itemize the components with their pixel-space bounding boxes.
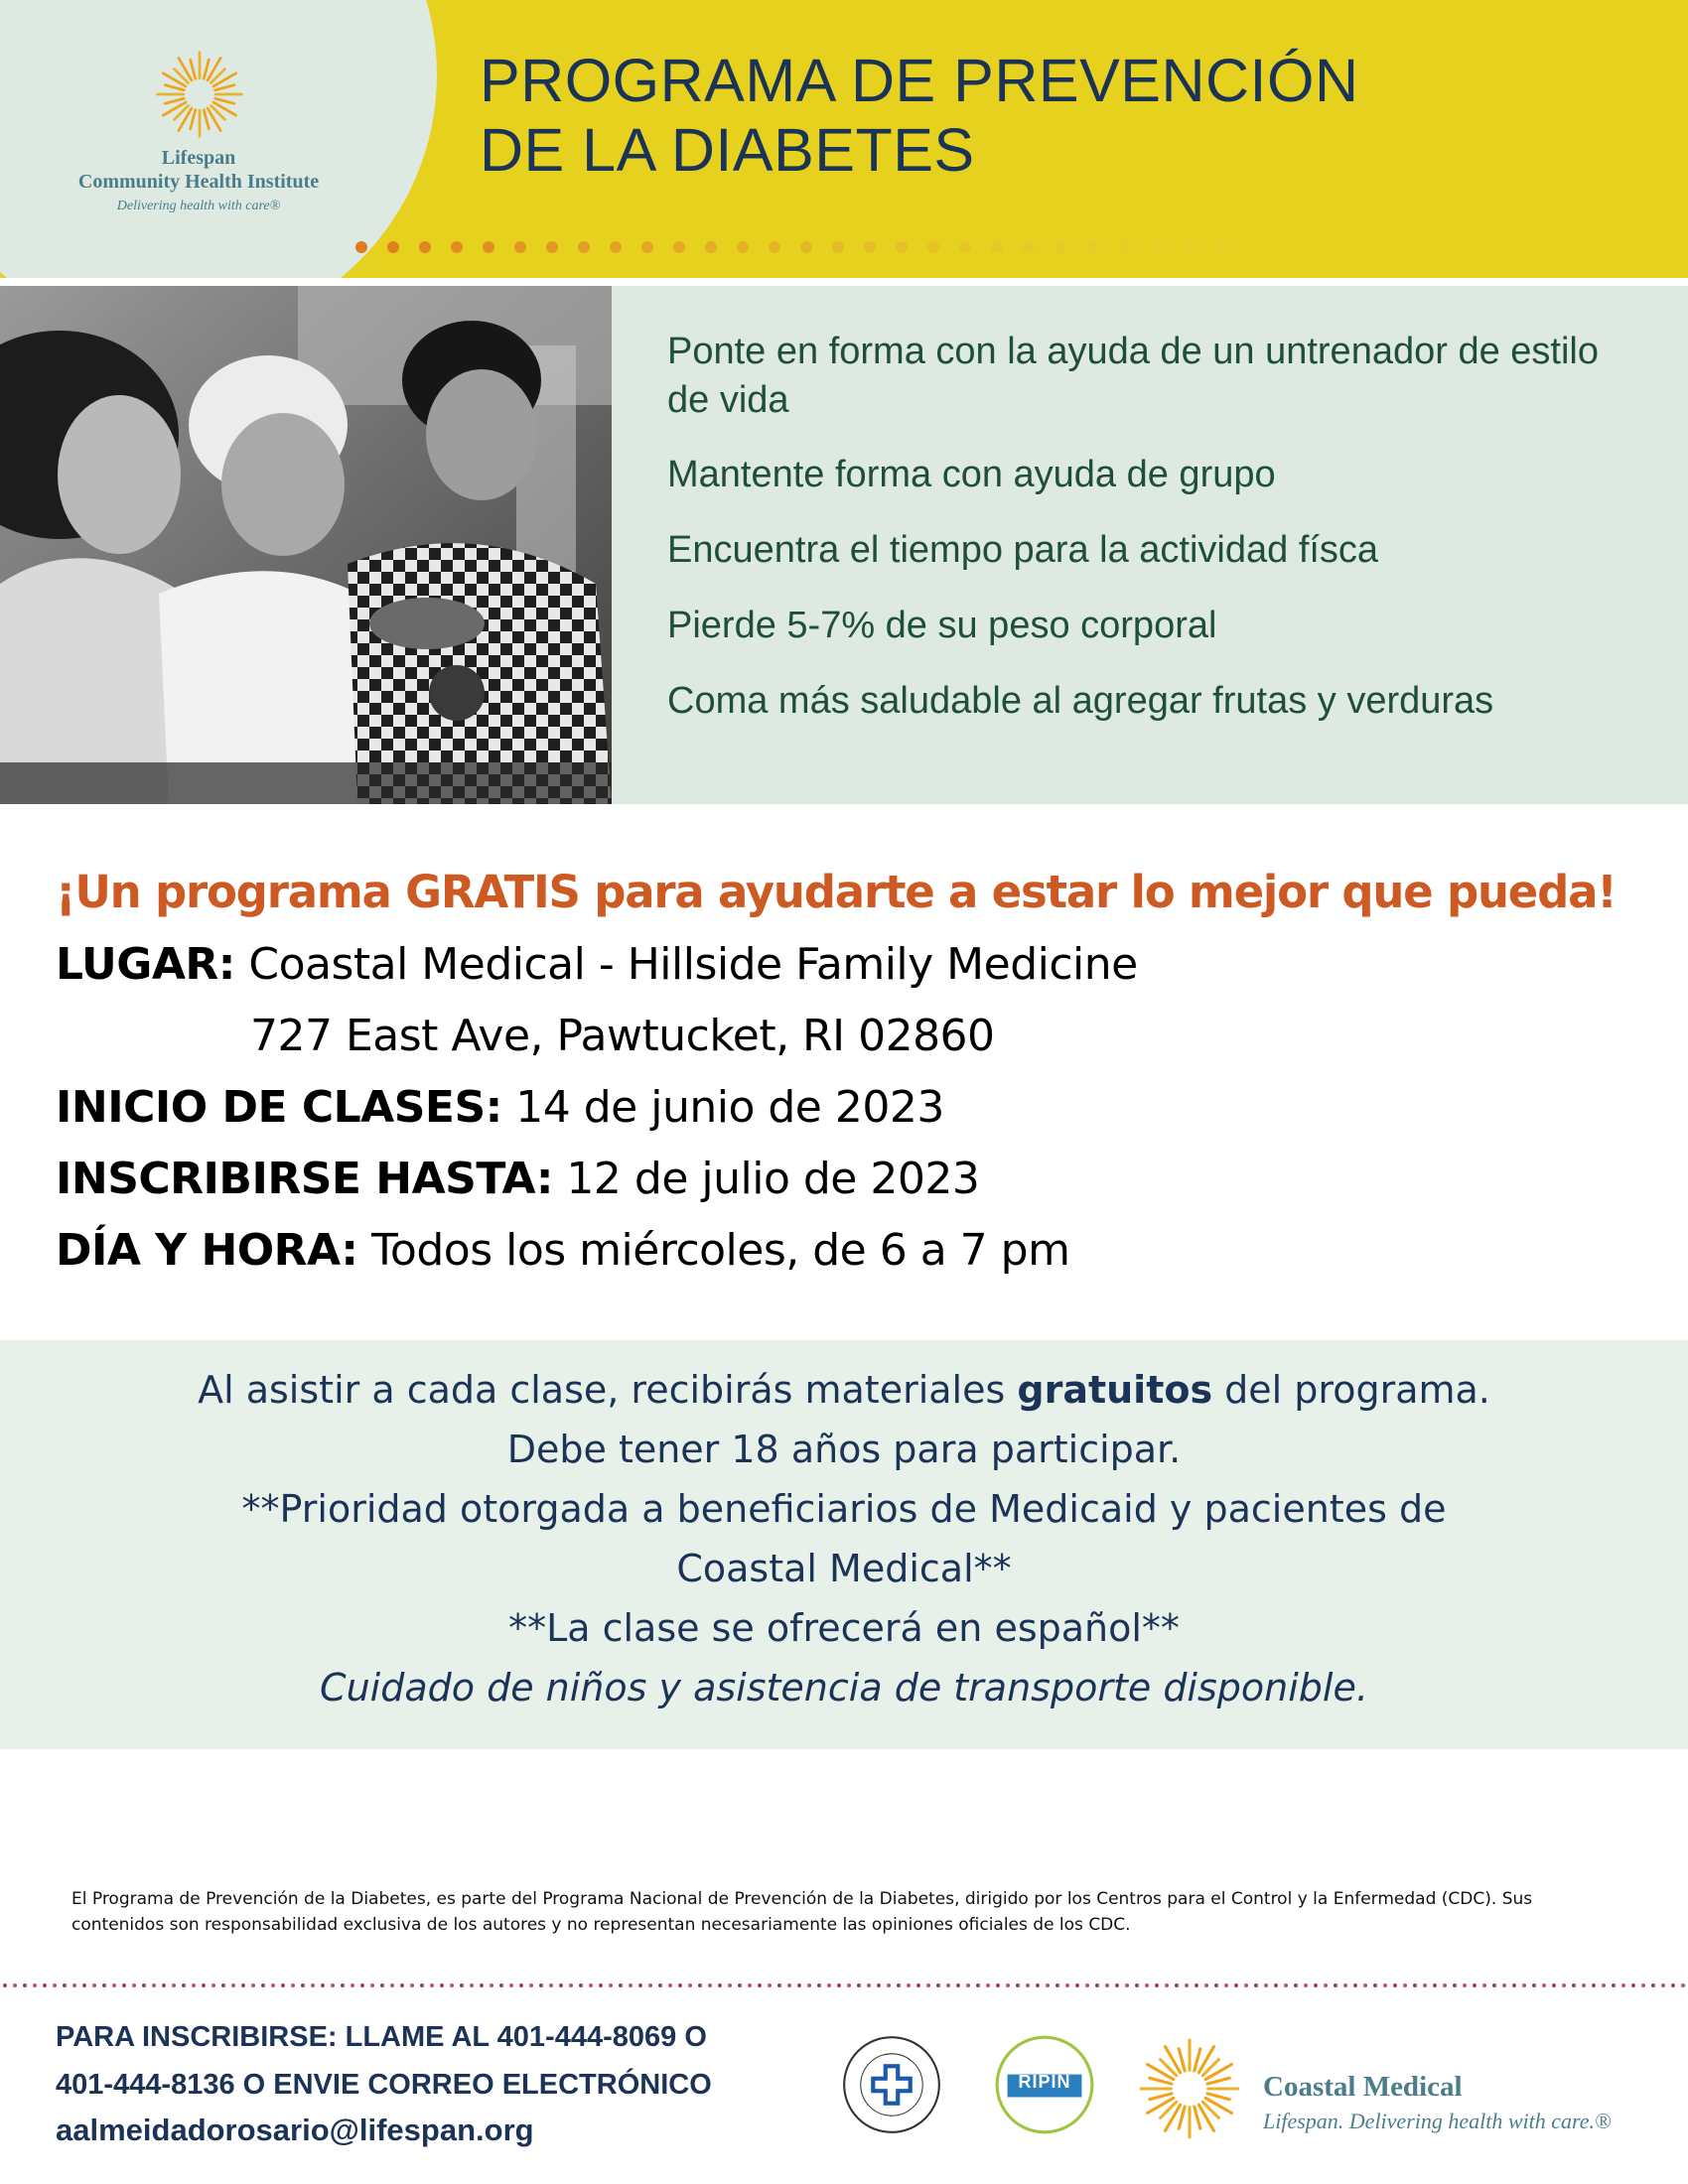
divider-dot — [1284, 1983, 1288, 1987]
contact-email-link[interactable]: aalmeidadorosario@lifespan.org — [56, 2113, 534, 2147]
divider-dot — [1661, 1983, 1665, 1987]
divider-dot — [658, 1983, 662, 1987]
divider-dot — [579, 1983, 583, 1987]
detail-address: 727 East Ave, Pawtucket, RI 02860 — [250, 1011, 995, 1061]
divider-dot — [897, 1983, 901, 1987]
divider-dot — [1373, 1983, 1377, 1987]
benefit-item: Mantente forma con ayuda de grupo — [667, 454, 1276, 495]
divider-dot — [82, 1983, 86, 1987]
decorative-dot — [991, 241, 1003, 253]
divider-dot — [768, 1983, 772, 1987]
divider-dot — [92, 1983, 96, 1987]
sun-ray — [1207, 2094, 1229, 2100]
divider-dot — [172, 1983, 176, 1987]
divider-dot — [1075, 1983, 1079, 1987]
divider-dot — [976, 1983, 980, 1987]
time-label: DÍA Y HORA: — [56, 1225, 358, 1276]
start-label: INICIO DE CLASES: — [56, 1082, 502, 1133]
ri-department-of-health-seal-icon — [840, 2033, 943, 2136]
divider-dot — [53, 1983, 57, 1987]
decorative-dot — [673, 241, 685, 253]
divider-dot — [301, 1983, 305, 1987]
benefit-item: Coma más saludable al agregar frutas y verduras — [667, 680, 1494, 722]
divider-dot — [738, 1983, 742, 1987]
divider-dot — [1453, 1983, 1457, 1987]
divider-dot — [1185, 1983, 1189, 1987]
divider-dot — [13, 1983, 17, 1987]
divider-dot — [231, 1983, 235, 1987]
disclaimer: El Programa de Prevención de la Diabetes, es parte del Programa Nacional de Prevención de la Diabetes, dirigido por los Centros para el Control y la Enfermedad (CDC). Sus contenidos son responsabilidad exclusiva de los autores y no representan necesariamente las opiniones oficiales de los CDC. — [71, 1889, 1533, 1935]
divider-dot — [72, 1983, 76, 1987]
title-line2: DE LA DIABETES — [480, 116, 975, 184]
divider-dot — [321, 1983, 325, 1987]
decorative-dot — [514, 241, 526, 253]
photo-women-cooking — [0, 286, 612, 804]
divider-dot — [629, 1983, 633, 1987]
sun-ray — [1207, 2078, 1229, 2084]
sun-ray — [1179, 2049, 1185, 2071]
divider-dot — [748, 1983, 752, 1987]
divider-dot — [182, 1983, 186, 1987]
sun-ray — [215, 98, 234, 103]
divider-dot — [1055, 1983, 1059, 1987]
divider-dot — [946, 1983, 950, 1987]
divider-dot — [490, 1983, 493, 1987]
divider-dot — [907, 1983, 911, 1987]
sun-ray — [1150, 2078, 1172, 2084]
divider-dot — [351, 1983, 354, 1987]
divider-dot — [1353, 1983, 1357, 1987]
divider-dot — [420, 1983, 424, 1987]
divider-dot — [857, 1983, 861, 1987]
divider-dot — [728, 1983, 732, 1987]
decorative-dot — [451, 241, 463, 253]
divider-dot — [1582, 1983, 1586, 1987]
decorative-dot — [1023, 241, 1035, 253]
divider-dot — [430, 1983, 434, 1987]
divider-dot — [807, 1983, 811, 1987]
divider-dot — [529, 1983, 533, 1987]
sun-ray — [191, 110, 196, 129]
divider-dot — [1443, 1983, 1447, 1987]
divider-dot — [192, 1983, 196, 1987]
decorative-dot — [355, 241, 367, 253]
divider-dot — [460, 1983, 464, 1987]
divider-dot — [33, 1983, 37, 1987]
divider-dot — [142, 1983, 146, 1987]
divider-dot — [43, 1983, 47, 1987]
divider-dot — [569, 1983, 573, 1987]
divider-dot — [589, 1983, 593, 1987]
divider-dot — [499, 1983, 503, 1987]
benefits-panel — [612, 286, 1688, 804]
divider-dot — [698, 1983, 702, 1987]
divider-dot — [1512, 1983, 1516, 1987]
divider-dot — [261, 1983, 265, 1987]
divider-dot — [1542, 1983, 1546, 1987]
divider-dot — [986, 1983, 990, 1987]
decorative-dot — [959, 241, 971, 253]
divider-dot — [1671, 1983, 1675, 1987]
title-line1: PROGRAMA DE PREVENCIÓN — [480, 47, 1359, 114]
divider-dot — [480, 1983, 484, 1987]
decorative-dot — [483, 241, 494, 253]
divider-dot — [251, 1983, 255, 1987]
divider-dot — [996, 1983, 1000, 1987]
divider-dot — [1602, 1983, 1606, 1987]
info-line-priority-cont: Coastal Medical** — [676, 1547, 1012, 1590]
divider-dot — [152, 1983, 156, 1987]
divider-dot — [1145, 1983, 1149, 1987]
divider-dot — [777, 1983, 781, 1987]
benefit-item: Encuentra el tiempo para la actividad físca — [667, 529, 1379, 571]
divider-dot — [241, 1983, 245, 1987]
divider-dot — [1006, 1983, 1010, 1987]
divider-dot — [1065, 1983, 1069, 1987]
decorative-dot — [896, 241, 908, 253]
divider-dot — [1135, 1983, 1139, 1987]
decorative-dot — [387, 241, 399, 253]
sun-ray — [191, 60, 196, 78]
divider-dot — [708, 1983, 712, 1987]
divider-dot — [1393, 1983, 1397, 1987]
divider-dot — [847, 1983, 851, 1987]
sun-ray — [215, 85, 234, 90]
detail-time — [56, 1225, 1069, 1276]
place-label: LUGAR: — [56, 939, 235, 990]
divider-dot — [162, 1983, 166, 1987]
info-line-age: Debe tener 18 años para participar. — [506, 1428, 1182, 1471]
divider-dot — [1085, 1983, 1089, 1987]
promo-headline: ¡Un programa GRATIS para ayudarte a estar lo mejor que pueda! — [56, 866, 1617, 918]
page-title — [480, 46, 1359, 185]
coastal-medical-name: Coastal Medical — [1263, 2071, 1463, 2103]
divider-dot — [1244, 1983, 1248, 1987]
divider-dot — [1036, 1983, 1040, 1987]
divider-dot — [619, 1983, 623, 1987]
info-line-childcare: Cuidado de niños y asistencia de transporte disponible. — [320, 1666, 1368, 1709]
divider-dot — [559, 1983, 563, 1987]
enroll-value: 12 de julio de 2023 — [566, 1154, 980, 1204]
logo-name-line1: Lifespan — [161, 147, 236, 169]
divider-dot — [678, 1983, 682, 1987]
divider-dot — [1403, 1983, 1407, 1987]
divider-dot — [1314, 1983, 1318, 1987]
divider-dot — [102, 1983, 106, 1987]
divider-dot — [3, 1983, 7, 1987]
divider-dot — [638, 1983, 642, 1987]
detail-enroll — [56, 1154, 979, 1204]
divider-dot — [648, 1983, 652, 1987]
info-line-language: **La clase se ofrecerá en español** — [508, 1606, 1180, 1650]
divider-dot — [1433, 1983, 1437, 1987]
decorative-dot — [1086, 241, 1098, 253]
decorative-dot — [419, 241, 431, 253]
divider-dot — [63, 1983, 67, 1987]
decorative-dot-row — [353, 240, 1247, 254]
decorative-dot — [927, 241, 939, 253]
divider-dot — [936, 1983, 940, 1987]
decorative-dot — [769, 241, 780, 253]
divider-dot — [341, 1983, 345, 1987]
divider-dot — [291, 1983, 295, 1987]
divider-dot — [1264, 1983, 1268, 1987]
sun-ray — [1195, 2049, 1200, 2071]
decorative-dot — [1118, 241, 1130, 253]
sun-ray — [1179, 2107, 1185, 2128]
divider-dot — [1562, 1983, 1566, 1987]
cta-line1: PARA INSCRIBIRSE: LLAME AL 401-444-8069 O — [56, 2021, 707, 2053]
divider-dot — [1423, 1983, 1427, 1987]
divider-dot — [122, 1983, 126, 1987]
benefit-item: Ponte en forma con la ayuda de un untrenador de estilo de vida — [667, 331, 1599, 421]
divider-dot — [1016, 1983, 1020, 1987]
decorative-dot — [1055, 241, 1066, 253]
divider-dot — [1592, 1983, 1596, 1987]
sun-ray — [165, 85, 184, 90]
dotted-divider — [0, 1981, 1688, 1989]
detail-start — [56, 1082, 944, 1133]
divider-dot — [331, 1983, 335, 1987]
divider-dot — [758, 1983, 762, 1987]
sun-ray — [204, 110, 209, 129]
divider-dot — [1532, 1983, 1536, 1987]
photo-placeholder — [0, 286, 612, 804]
decorative-dot — [800, 241, 812, 253]
divider-dot — [1095, 1983, 1099, 1987]
ripin-logo — [993, 2033, 1096, 2136]
divider-dot — [966, 1983, 970, 1987]
divider-dot — [956, 1983, 960, 1987]
divider-dot — [1115, 1983, 1119, 1987]
decorative-dot — [546, 241, 558, 253]
divider-dot — [1155, 1983, 1159, 1987]
divider-dot — [1502, 1983, 1506, 1987]
divider-dot — [1522, 1983, 1526, 1987]
divider-dot — [470, 1983, 474, 1987]
sun-ray — [1195, 2107, 1200, 2128]
divider-dot — [1234, 1983, 1238, 1987]
info-box — [0, 1340, 1688, 1749]
divider-dot — [1552, 1983, 1556, 1987]
divider-dot — [410, 1983, 414, 1987]
benefit-item: Pierde 5-7% de su peso corporal — [667, 605, 1217, 646]
divider-dot — [1274, 1983, 1278, 1987]
divider-dot — [1572, 1983, 1576, 1987]
divider-dot — [370, 1983, 374, 1987]
sun-ray — [204, 60, 209, 78]
header-band — [0, 0, 1688, 278]
divider-dot — [1204, 1983, 1208, 1987]
divider-dot — [1125, 1983, 1129, 1987]
decorative-dot — [1150, 241, 1162, 253]
divider-dot — [1334, 1983, 1337, 1987]
divider-dot — [916, 1983, 920, 1987]
divider-dot — [668, 1983, 672, 1987]
divider-dot — [1304, 1983, 1308, 1987]
divider-dot — [1681, 1983, 1685, 1987]
time-value: Todos los miércoles, de 6 a 7 pm — [371, 1225, 1070, 1276]
divider-dot — [1105, 1983, 1109, 1987]
info-line1-pre: Al asistir a cada clase, recibirás materiales — [198, 1368, 1018, 1412]
divider-dot — [509, 1983, 513, 1987]
decorative-dot — [864, 241, 876, 253]
divider-dot — [1473, 1983, 1477, 1987]
decorative-dot — [610, 241, 622, 253]
sun-ray — [1150, 2094, 1172, 2100]
decorative-dot — [737, 241, 749, 253]
divider-dot — [837, 1983, 841, 1987]
divider-dot — [1641, 1983, 1645, 1987]
coastal-medical-sun-icon — [1138, 2037, 1241, 2140]
divider-dot — [202, 1983, 206, 1987]
divider-dot — [797, 1983, 801, 1987]
divider-dot — [1621, 1983, 1625, 1987]
divider-dot — [1026, 1983, 1030, 1987]
divider-dot — [549, 1983, 553, 1987]
divider-dot — [877, 1983, 881, 1987]
place-value: Coastal Medical - Hillside Family Medicine — [248, 939, 1138, 990]
logo-name-line2: Community Health Institute — [77, 171, 320, 193]
lifespan-sun-logo-icon — [155, 50, 244, 139]
decorative-dot — [1182, 241, 1194, 253]
divider-dot — [718, 1983, 722, 1987]
divider-dot — [787, 1983, 791, 1987]
divider-dot — [1224, 1983, 1228, 1987]
divider-dot — [400, 1983, 404, 1987]
divider-dot — [440, 1983, 444, 1987]
divider-dot — [1612, 1983, 1616, 1987]
cta-line2: 401-444-8136 O ENVIE CORREO ELECTRÓNICO — [56, 2069, 712, 2101]
divider-dot — [1195, 1983, 1198, 1987]
divider-dot — [360, 1983, 364, 1987]
divider-dot — [887, 1983, 891, 1987]
divider-dot — [1175, 1983, 1179, 1987]
divider-dot — [1413, 1983, 1417, 1987]
sun-ray — [165, 98, 184, 103]
enroll-label: INSCRIBIRSE HASTA: — [56, 1154, 553, 1204]
divider-dot — [926, 1983, 930, 1987]
divider-dot — [599, 1983, 603, 1987]
divider-dot — [1631, 1983, 1635, 1987]
divider-dot — [271, 1983, 275, 1987]
divider-dot — [1165, 1983, 1169, 1987]
divider-dot — [1492, 1983, 1496, 1987]
divider-dot — [1294, 1983, 1298, 1987]
divider-dot — [281, 1983, 285, 1987]
divider-dot — [1383, 1983, 1387, 1987]
info-line-materials — [0, 1368, 1688, 1412]
divider-dot — [1343, 1983, 1347, 1987]
ripin-text: RIPIN — [1018, 2072, 1071, 2092]
decorative-dot — [641, 241, 653, 253]
divider-dot — [817, 1983, 821, 1987]
divider-dot — [112, 1983, 116, 1987]
start-value: 14 de junio de 2023 — [515, 1082, 944, 1133]
info-line1-bold: gratuitos — [1017, 1368, 1213, 1412]
logo-tagline: Delivering health with care® — [116, 199, 281, 213]
decorative-dot — [832, 241, 844, 253]
decorative-dot — [1213, 241, 1225, 253]
divider-dot — [132, 1983, 136, 1987]
info-line1-post: del programa. — [1212, 1368, 1490, 1412]
decorative-dot — [705, 241, 717, 253]
divider-dot — [1254, 1983, 1258, 1987]
divider-dot — [1324, 1983, 1328, 1987]
divider-dot — [23, 1983, 27, 1987]
divider-dot — [221, 1983, 225, 1987]
info-line-priority: **Prioridad otorgada a beneficiarios de Medicaid y pacientes de — [241, 1487, 1447, 1531]
divider-dot — [1482, 1983, 1486, 1987]
logo-circle — [0, 0, 437, 278]
detail-place — [56, 939, 1138, 990]
divider-dot — [867, 1983, 871, 1987]
divider-dot — [519, 1983, 523, 1987]
divider-dot — [380, 1983, 384, 1987]
divider-dot — [450, 1983, 454, 1987]
coastal-medical-tagline: Lifespan. Delivering health with care.® — [1263, 2109, 1612, 2133]
divider-dot — [311, 1983, 315, 1987]
divider-dot — [1363, 1983, 1367, 1987]
divider-dot — [1651, 1983, 1655, 1987]
decorative-dot — [578, 241, 590, 253]
divider-dot — [539, 1983, 543, 1987]
divider-dot — [1046, 1983, 1050, 1987]
divider-dot — [688, 1983, 692, 1987]
divider-dot — [211, 1983, 215, 1987]
divider-dot — [1214, 1983, 1218, 1987]
divider-dot — [827, 1983, 831, 1987]
divider-dot — [390, 1983, 394, 1987]
divider-dot — [1463, 1983, 1467, 1987]
divider-dot — [609, 1983, 613, 1987]
